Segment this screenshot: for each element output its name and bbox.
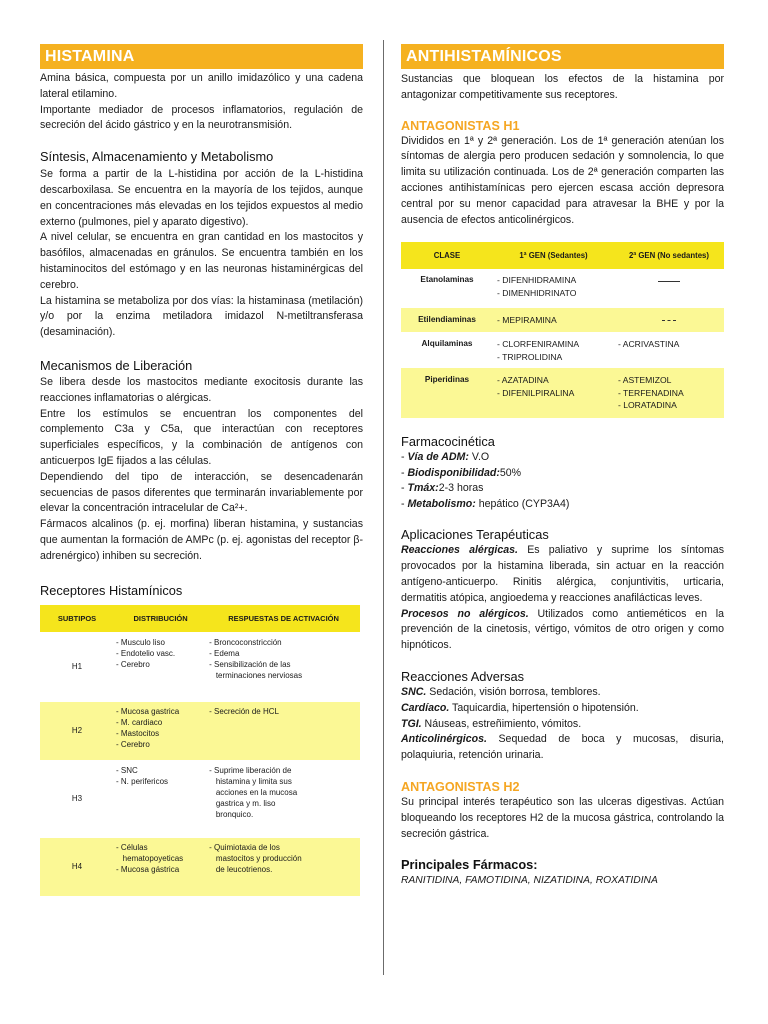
paragraph: La histamina se metaboliza por dos vías: la histaminasa (metilación) y/o por la enzima metiladora imidazol N-metiltransferasa (desaminación). — [40, 294, 363, 339]
paragraph: Dependiendo del tipo de interacción, se desencadenarán secuencias de pasos diferentes que terminarán invariablemente por elevar la concentración intracelular de Ca²+. — [40, 470, 363, 515]
list-item: - LORATADINA — [618, 399, 720, 412]
list-item: - Suprime liberación de — [209, 765, 358, 776]
list-item: - ACRIVASTINA — [618, 338, 720, 351]
respuestas-cell — [207, 838, 360, 896]
section-title: Mecanismos de Liberación — [40, 357, 193, 373]
list-item: - DIFENHIDRAMINA — [497, 274, 610, 287]
list-item: - Quimiotaxia de los — [209, 842, 358, 853]
list-item: - Cerebro — [116, 739, 205, 750]
list-item: - AZATADINA — [497, 374, 610, 387]
section-title: Síntesis, Almacenamiento y Metabolismo — [40, 149, 274, 165]
left-column — [40, 44, 363, 896]
paragraph: SNC. Sedación, visión borrosa, temblores. — [401, 685, 601, 698]
list-item: - TRIPROLIDINA — [497, 351, 610, 364]
section-title: ANTAGONISTAS H1 — [401, 118, 520, 133]
paragraph: Reacciones alérgicas. Es paliativo y suprime los síntomas provocados por la histamina liberada, sin actuar en la reacción antígeno-anticuerpo. Rinitis alérgica, conjuntivitis, urticaria, dermatitis atópica, angioedema y reacciones anafilácticas leves. — [401, 544, 724, 604]
sintesis-section — [40, 149, 363, 341]
list-item: - Células — [116, 842, 205, 853]
gen2-cell — [614, 308, 724, 332]
list-item: hematopoyeticas — [122, 853, 184, 863]
histamina-banner: HISTAMINA — [40, 44, 363, 69]
paragraph: Procesos no alérgicos. Utilizados como antieméticos en la prevención de la cinetosis, vértigo, vómitos de otro origen y como hipnóticos. — [401, 607, 724, 652]
farmacocinetica-section — [401, 434, 724, 512]
list-item: - Tmáx:2-3 horas — [401, 481, 724, 497]
section-title: Principales Fármacos: — [401, 857, 538, 873]
list-item: - Endotelio vasc. — [116, 648, 205, 659]
gen2-cell — [614, 332, 724, 368]
list-item: - MEPIRAMINA — [497, 314, 610, 327]
table-row — [401, 308, 724, 332]
paragraph: TGI. Náuseas, estreñimiento, vómitos. — [401, 717, 582, 730]
table-row — [401, 269, 724, 308]
paragraph: RANITIDINA, FAMOTIDINA, NIZATIDINA, ROXATIDINA — [401, 875, 658, 887]
table-row — [401, 368, 724, 418]
section-title: ANTAGONISTAS H2 — [401, 779, 520, 794]
paragraph: Se libera desde los mastocitos mediante exocitosis durante las reacciones inflamatorias o alérgicas. — [40, 375, 363, 404]
paragraph: Se forma a partir de la L-histidina por acción de la L-histidina descarboxilasa. Se encuentra en la mayoría de los tejidos, aunque en concentraciones más elevadas en los tejidos expuestos al medio externo (pulmones, piel y aparato digestivo). — [40, 168, 363, 228]
antihistaminicos-banner: ANTIHISTAMÍNICOS — [401, 44, 724, 69]
liberacion-section — [40, 358, 363, 565]
table-row — [401, 332, 724, 368]
paragraph: Entre los estímulos se encuentran los componentes del complemento C3a y C5a, que interactúan con receptores superficiales específicos, y la combinación de antígenos con anticuerpos IgE fijados a las células. — [40, 407, 363, 467]
list-item: - Secreción de HCL — [209, 706, 358, 717]
list-item: - Cerebro — [116, 659, 205, 670]
respuestas-cell — [207, 760, 360, 838]
gen2-cell — [614, 269, 724, 308]
table-header: CLASE — [401, 242, 493, 269]
list-item: - N. perifericos — [116, 776, 205, 787]
list-item: - TERFENADINA — [618, 387, 720, 400]
receptores-section — [40, 583, 363, 896]
respuestas-cell — [207, 632, 360, 702]
table-row — [40, 702, 360, 760]
distribucion-cell — [114, 760, 207, 838]
receptores-table — [40, 605, 360, 896]
table-row — [40, 838, 360, 896]
gen1-cell — [493, 332, 614, 368]
clase-cell: Piperidinas — [401, 368, 493, 418]
list-item: de leucotrienos. — [215, 864, 273, 874]
list-item: - SNC — [116, 765, 205, 776]
list-item: - Musculo liso — [116, 637, 205, 648]
empty-dash — [662, 320, 676, 321]
distribucion-cell — [114, 702, 207, 760]
list-item: - Edema — [209, 648, 358, 659]
table-row — [40, 632, 360, 702]
table-header: RESPUESTAS DE ACTIVACIÓN — [207, 605, 360, 632]
list-item: - Biodisponibilidad:50% — [401, 466, 724, 482]
section-title: Reacciones Adversas — [401, 668, 525, 684]
list-item: bronquico. — [215, 809, 254, 819]
empty-dash — [658, 281, 680, 282]
gen1-cell — [493, 308, 614, 332]
distribucion-cell — [114, 632, 207, 702]
gen1-cell — [493, 269, 614, 308]
list-item: - Sensibilización de las — [209, 659, 358, 670]
distribucion-cell — [114, 838, 207, 896]
subtipo-cell: H1 — [71, 662, 83, 672]
subtipo-cell: H2 — [40, 702, 114, 760]
list-item: gastrica y m. liso — [215, 798, 276, 808]
antihistaminicos-table — [401, 242, 724, 418]
column-divider — [383, 40, 384, 975]
paragraph: Fármacos alcalinos (p. ej. morfina) liberan histamina, y sustancias que aumentan la formación de AMPc (p. ej. agonistas del receptor β-adrenérgico) inhiben su secreción. — [40, 518, 363, 562]
list-item: mastocitos y producción — [215, 853, 302, 863]
section-title: Receptores Histamínicos — [40, 582, 183, 598]
antagonistas-h2-section — [401, 779, 724, 842]
paragraph: Anticolinérgicos. Sequedad de boca y mucosas, disuria, polaquiuria, retención urinaria. — [401, 733, 724, 762]
table-header: DISTRIBUCIÓN — [114, 605, 207, 632]
gen1-cell — [493, 368, 614, 418]
clase-cell: Etanolaminas — [420, 275, 474, 285]
paragraph: Su principal interés terapéutico son las ulceras digestivas. Actúan bloqueando los receptores H2 de la mucosa gástrica, controlando la secreción gástrica. — [401, 795, 724, 840]
list-item: acciones en la mucosa — [215, 787, 298, 797]
section-title: Farmacocinética — [401, 434, 495, 450]
list-item: - DIFENILPIRALINA — [497, 387, 610, 400]
intro-paragraph: Importante mediador de procesos inflamatorios, regulación de secreción del ácido gástrico y en la neurotransmisión. — [40, 103, 363, 132]
respuestas-cell — [207, 702, 360, 760]
section-title: Aplicaciones Terapéuticas — [401, 527, 549, 543]
list-item: - Mastocitos — [116, 728, 205, 739]
antagonistas-h1-section — [401, 118, 724, 229]
paragraph: A nivel celular, se encuentra en gran cantidad en los mastocitos y basófilos, almacenadas en gránulos. Se encuentra también en los histaminocitos del estómago y en las neuronas histaminérgicas del cerebro. — [40, 231, 363, 291]
table-header: SUBTIPOS — [40, 605, 114, 632]
clase-cell: Alquilaminas — [421, 339, 473, 349]
list-item: - Broncoconstricción — [209, 637, 358, 648]
aplicaciones-section — [401, 527, 724, 654]
list-item: histamina y limita sus — [215, 776, 292, 786]
gen2-cell — [614, 368, 724, 418]
list-item: - Metabolismo: hepático (CYP3A4) — [401, 497, 724, 513]
right-column — [401, 44, 724, 889]
table-header: 2ª GEN (No sedantes) — [614, 242, 724, 269]
subtipo-cell: H3 — [71, 794, 83, 804]
list-item: - CLORFENIRAMINA — [497, 338, 610, 351]
intro-paragraph: Sustancias que bloquean los efectos de la histamina por antagonizar competitivamente sus receptores. — [401, 73, 724, 101]
intro-paragraph: Amina básica, compuesta por un anillo imidazólico y una cadena lateral etilamino. — [40, 72, 363, 100]
list-item: - Vía de ADM: V.O — [401, 450, 724, 466]
table-row — [40, 760, 360, 838]
adversas-section — [401, 669, 724, 764]
list-item: - M. cardiaco — [116, 717, 205, 728]
paragraph: Cardíaco. Taquicardia, hipertensión o hipotensión. — [401, 701, 639, 714]
table-header: 1ª GEN (Sedantes) — [493, 242, 614, 269]
principales-section — [401, 857, 724, 889]
list-item: terminaciones nerviosas — [215, 670, 303, 680]
list-item: - Mucosa gastrica — [116, 706, 205, 717]
subtipo-cell: H4 — [40, 838, 114, 896]
list-item: - DIMENHIDRINATO — [497, 287, 610, 300]
list-item: - Mucosa gástrica — [116, 864, 205, 875]
paragraph: Divididos en 1ª y 2ª generación. Los de 1ª generación atenúan los síntomas de alergia pero producen sedación y somnolencia, lo que limita su utilización continuada. Los de 2ª generación comparten las acciones antihistamínicas pero ejercen escasa acción depresora central por su menor capacidad para atravesar la BHE y por la ausencia de efectos anticolinérgicos. — [401, 134, 724, 226]
list-item: - ASTEMIZOL — [618, 374, 720, 387]
clase-cell: Etilendiaminas — [401, 308, 493, 332]
